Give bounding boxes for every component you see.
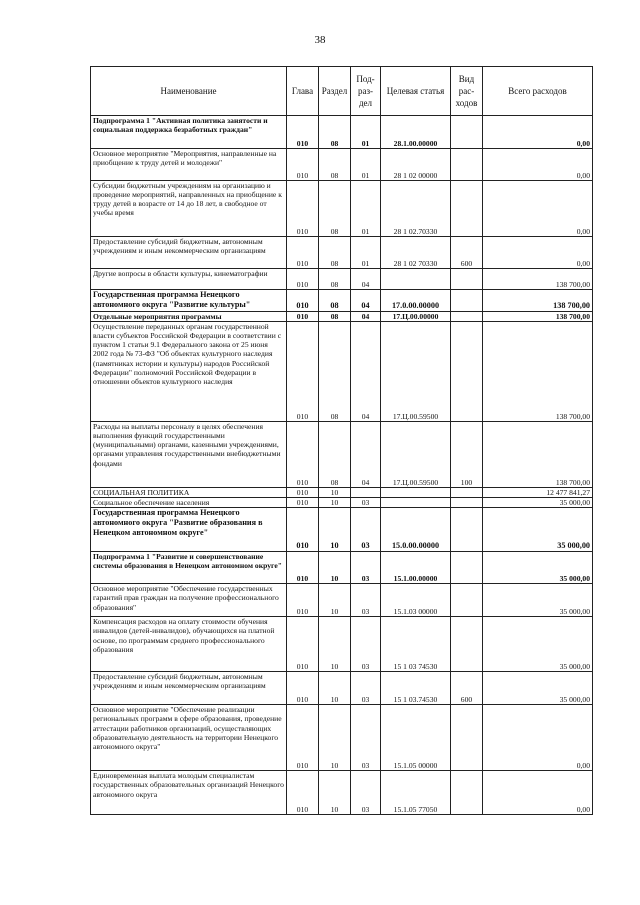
table-row (91, 269, 593, 290)
row-name-cell: Государственная программа Ненецкого автономного округа "Развитие образования в Ненецком автономном округе" (91, 508, 287, 552)
row-total-cell: 0,00 (483, 237, 593, 269)
row-subsection-cell: 01 (351, 149, 381, 181)
row-kind-cell (451, 269, 483, 290)
row-subsection-cell: 04 (351, 322, 381, 422)
row-kind-cell (451, 584, 483, 617)
row-subsection-cell: 03 (351, 672, 381, 705)
table-body (91, 116, 593, 815)
row-chapter-cell: 010 (287, 508, 319, 552)
row-total-cell: 35 000,00 (483, 552, 593, 584)
row-subsection-cell (351, 488, 381, 498)
row-section-cell: 10 (319, 584, 351, 617)
row-total-cell: 35 000,00 (483, 617, 593, 672)
table-row (91, 498, 593, 508)
row-target-cell: 15 1 03.74530 (381, 672, 451, 705)
header-kind: Вид рас-ходов (451, 67, 483, 116)
row-name-cell: Основное мероприятие "Обеспечение государственных гарантий прав граждан на получение профессионального образования" (91, 584, 287, 617)
header-chapter: Глава (287, 67, 319, 116)
row-kind-cell (451, 705, 483, 771)
row-total-cell: 138 700,00 (483, 269, 593, 290)
table-row (91, 237, 593, 269)
table-row (91, 181, 593, 237)
row-section-cell: 10 (319, 498, 351, 508)
row-name-cell: Расходы на выплаты персоналу в целях обеспечения выполнения функций государственными (муниципальными) органами, казенными учреждениями, органами управления государственными внебюджетными фондами (91, 422, 287, 488)
row-target-cell: 17.Ц.00.59500 (381, 322, 451, 422)
table-row (91, 312, 593, 322)
row-chapter-cell: 010 (287, 771, 319, 815)
table-row (91, 508, 593, 552)
row-total-cell: 0,00 (483, 149, 593, 181)
row-subsection-cell: 03 (351, 771, 381, 815)
row-kind-cell (451, 488, 483, 498)
row-target-cell: 28 1 02.70330 (381, 181, 451, 237)
row-kind-cell (451, 498, 483, 508)
row-subsection-cell: 03 (351, 508, 381, 552)
table-row (91, 116, 593, 149)
header-name: Наименование (91, 67, 287, 116)
row-target-cell: 15.1.03 00000 (381, 584, 451, 617)
row-subsection-cell: 03 (351, 705, 381, 771)
row-chapter-cell: 010 (287, 498, 319, 508)
row-name-cell: Предоставление субсидий бюджетным, автономным учреждениям и иным некоммерческим организациям (91, 672, 287, 705)
row-chapter-cell: 010 (287, 705, 319, 771)
row-target-cell: 28 1 02 00000 (381, 149, 451, 181)
row-target-cell: 17.Ц.00.59500 (381, 422, 451, 488)
row-name-cell: Социальное обеспечение населения (91, 498, 287, 508)
table-row (91, 584, 593, 617)
table-row (91, 488, 593, 498)
row-kind-cell (451, 617, 483, 672)
table-row (91, 322, 593, 422)
row-kind-cell (451, 312, 483, 322)
row-kind-cell (451, 322, 483, 422)
row-subsection-cell: 03 (351, 552, 381, 584)
table-row (91, 422, 593, 488)
row-section-cell: 08 (319, 290, 351, 312)
row-total-cell: 0,00 (483, 181, 593, 237)
row-kind-cell (451, 771, 483, 815)
row-total-cell: 0,00 (483, 771, 593, 815)
row-subsection-cell: 04 (351, 290, 381, 312)
row-target-cell: 15 1 03 74530 (381, 617, 451, 672)
row-total-cell: 138 700,00 (483, 422, 593, 488)
table-row (91, 672, 593, 705)
row-total-cell: 138 700,00 (483, 322, 593, 422)
row-name-cell: Подпрограмма 1 "Развитие и совершенствование системы образования в Ненецком автономном округе" (91, 552, 287, 584)
row-kind-cell (451, 149, 483, 181)
row-kind-cell (451, 508, 483, 552)
row-chapter-cell: 010 (287, 422, 319, 488)
row-chapter-cell: 010 (287, 181, 319, 237)
row-section-cell: 10 (319, 705, 351, 771)
row-name-cell: Осуществление переданных органам государственной власти субъектов Российской Федерации в соответствии с пунктом 1 статьи 9.1 Федерального закона от 25 июня 2002 года № 73-ФЗ "Об объектах культурного наследия (памятниках истории и культуры) народов Российской Федерации" полномочий Российской Федерации в отношении объектов культурного наследия (91, 322, 287, 422)
row-name-cell: Единовременная выплата молодым специалистам государственных образовательных организаций Ненецкого автономного округа (91, 771, 287, 815)
table-row (91, 771, 593, 815)
row-name-cell: СОЦИАЛЬНАЯ ПОЛИТИКА (91, 488, 287, 498)
row-subsection-cell: 04 (351, 269, 381, 290)
row-chapter-cell: 010 (287, 312, 319, 322)
row-kind-cell (451, 181, 483, 237)
row-name-cell: Субсидии бюджетным учреждениям на организацию и проведение мероприятий, направленных на приобщение к труду детей в возрасте от 14 до 18 лет, в свободное от учебы время (91, 181, 287, 237)
table-row (91, 290, 593, 312)
row-section-cell: 08 (319, 237, 351, 269)
row-target-cell: 17.0.00.00000 (381, 290, 451, 312)
row-target-cell: 15.0.00.00000 (381, 508, 451, 552)
row-total-cell: 138 700,00 (483, 312, 593, 322)
row-chapter-cell: 010 (287, 488, 319, 498)
table-row (91, 617, 593, 672)
row-chapter-cell: 010 (287, 552, 319, 584)
row-chapter-cell: 010 (287, 237, 319, 269)
row-section-cell: 10 (319, 672, 351, 705)
row-target-cell: 15.1.00.00000 (381, 552, 451, 584)
row-total-cell: 138 700,00 (483, 290, 593, 312)
row-name-cell: Подпрограмма 1 "Активная политика занятости и социальная поддержка безработных граждан" (91, 116, 287, 149)
row-section-cell: 10 (319, 488, 351, 498)
row-section-cell: 08 (319, 149, 351, 181)
row-section-cell: 08 (319, 322, 351, 422)
row-target-cell: 15.1.05 77050 (381, 771, 451, 815)
row-name-cell: Государственная программа Ненецкого автономного округа "Развитие культуры" (91, 290, 287, 312)
row-target-cell (381, 498, 451, 508)
row-chapter-cell: 010 (287, 617, 319, 672)
row-name-cell: Отдельные мероприятия программы (91, 312, 287, 322)
row-total-cell: 35 000,00 (483, 672, 593, 705)
row-subsection-cell: 04 (351, 312, 381, 322)
row-kind-cell (451, 290, 483, 312)
row-total-cell: 35 000,00 (483, 508, 593, 552)
row-subsection-cell: 01 (351, 237, 381, 269)
row-kind-cell (451, 552, 483, 584)
row-section-cell: 08 (319, 422, 351, 488)
row-subsection-cell: 01 (351, 116, 381, 149)
row-target-cell (381, 269, 451, 290)
row-total-cell: 0,00 (483, 705, 593, 771)
row-chapter-cell: 010 (287, 116, 319, 149)
row-section-cell: 08 (319, 181, 351, 237)
row-section-cell: 10 (319, 771, 351, 815)
row-kind-cell: 600 (451, 672, 483, 705)
row-name-cell: Компенсация расходов на оплату стоимости обучения инвалидов (детей-инвалидов), обучающихся на платной основе, по программам среднего профессионального образования (91, 617, 287, 672)
row-chapter-cell: 010 (287, 290, 319, 312)
page-number: 38 (314, 34, 326, 46)
row-kind-cell: 600 (451, 237, 483, 269)
table-row (91, 552, 593, 584)
table-header-row (91, 67, 593, 116)
row-chapter-cell: 010 (287, 584, 319, 617)
row-name-cell: Основное мероприятие "Обеспечение реализации региональных программ в сфере образования, проведение аттестации работников организаций, осуществляющих образовательную деятельность на территории Ненецкого автономного округа" (91, 705, 287, 771)
row-section-cell: 10 (319, 617, 351, 672)
row-section-cell: 10 (319, 508, 351, 552)
row-subsection-cell: 03 (351, 584, 381, 617)
row-name-cell: Другие вопросы в области культуры, кинематографии (91, 269, 287, 290)
row-section-cell: 08 (319, 312, 351, 322)
header-subsection: Под-раз-дел (351, 67, 381, 116)
row-chapter-cell: 010 (287, 672, 319, 705)
header-total: Всего расходов (483, 67, 593, 116)
row-total-cell: 0,00 (483, 116, 593, 149)
row-target-cell (381, 488, 451, 498)
row-total-cell: 35 000,00 (483, 498, 593, 508)
row-total-cell: 12 477 841,27 (483, 488, 593, 498)
row-subsection-cell: 03 (351, 617, 381, 672)
row-chapter-cell: 010 (287, 149, 319, 181)
row-chapter-cell: 010 (287, 269, 319, 290)
header-section: Раздел (319, 67, 351, 116)
row-subsection-cell: 04 (351, 422, 381, 488)
row-name-cell: Основное мероприятие "Мероприятия, направленные на приобщение к труду детей и молодежи" (91, 149, 287, 181)
row-chapter-cell: 010 (287, 322, 319, 422)
header-target: Целевая статья (381, 67, 451, 116)
row-kind-cell: 100 (451, 422, 483, 488)
table-row (91, 149, 593, 181)
expenditure-table (90, 66, 593, 815)
row-kind-cell (451, 116, 483, 149)
row-subsection-cell: 01 (351, 181, 381, 237)
row-section-cell: 08 (319, 269, 351, 290)
table-row (91, 705, 593, 771)
row-section-cell: 08 (319, 116, 351, 149)
row-section-cell: 10 (319, 552, 351, 584)
row-target-cell: 15.1.05 00000 (381, 705, 451, 771)
row-target-cell: 28.1.00.00000 (381, 116, 451, 149)
row-target-cell: 17.Ц.00.00000 (381, 312, 451, 322)
row-name-cell: Предоставление субсидий бюджетным, автономным учреждениям и иным некоммерческим организациям (91, 237, 287, 269)
row-subsection-cell: 03 (351, 498, 381, 508)
row-target-cell: 28 1 02 70330 (381, 237, 451, 269)
row-total-cell: 35 000,00 (483, 584, 593, 617)
